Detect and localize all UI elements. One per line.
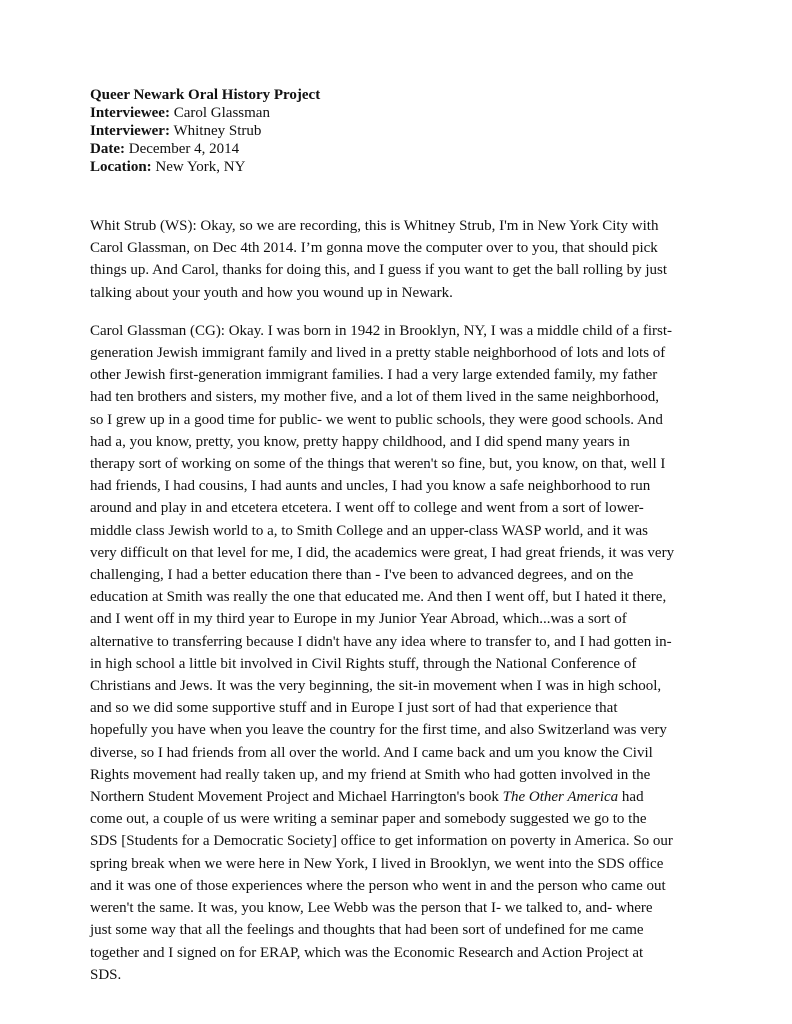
document-header: [90, 86, 710, 176]
location-row: [90, 158, 710, 176]
text-segment: had: [618, 789, 644, 806]
text-line: Carol Glassman, on Dec 4th 2014. I’m gonna move the computer over to you, that should pick: [90, 240, 658, 257]
text-line: around and play in and etcetera etcetera. I went off to college and went from a sort of lower-: [90, 500, 644, 517]
interviewer-value: Whitney Strub: [173, 123, 262, 139]
text-line: alternative to transferring because I didn't have any idea where to transfer to, and I had gotten in-: [90, 633, 672, 650]
text-line: Whit Strub (WS): Okay, so we are recording, this is Whitney Strub, I'm in New York City with: [90, 218, 659, 234]
text-line: had friends, I had cousins, I had aunts and uncles, I had you know a safe neighborhood to run: [90, 478, 651, 495]
interviewee-row: [90, 104, 710, 122]
text-line: Carol Glassman (CG): Okay. I was born in 1942 in Brooklyn, NY, I was a middle child of a first-: [90, 322, 672, 339]
text-line: talking about your youth and how you wound up in Newark.: [90, 284, 453, 301]
text-line: SDS.: [90, 966, 122, 983]
text-line: Rights movement had really taken up, and my friend at Smith who had gotten involved in the: [90, 766, 651, 783]
date-value: December 4, 2014: [128, 141, 240, 157]
interviewer-row: [90, 122, 710, 140]
text-line: generation Jewish immigrant family and lived in a pretty stable neighborhood of lots and lots of: [90, 345, 666, 362]
text-line: middle class Jewish world to a, to Smith College and an upper-class WASP world, and it was: [90, 522, 648, 539]
text-line: together and I signed on for ERAP, which was the Economic Research and Action Project at: [90, 944, 644, 961]
text-line: education at Smith was really the one that educated me. And then I went off, but I hated it there,: [90, 589, 667, 606]
text-line: spring break when we were here in New York, I lived in Brooklyn, we went into the SDS office: [90, 855, 664, 872]
text-line: other Jewish first-generation immigrant families. I had a very large extended family, my father: [90, 367, 658, 384]
date-label: Date:: [90, 141, 125, 157]
text-line: had ten brothers and sisters, my mother five, and a lot of them lived in the same neighborhood,: [90, 389, 660, 406]
interviewer-label: Interviewer:: [90, 123, 170, 139]
text-segment: Northern Student Movement Project and Michael Harrington's book: [90, 789, 503, 806]
text-line: hopefully you have when you leave the country for the first time, and also Switzerland was very: [90, 722, 667, 739]
text-line: so I grew up in a good time for public- we went to public schools, they were good schools. And: [90, 411, 663, 428]
book-title: The Other America: [502, 789, 619, 806]
paragraph-cg-response: [90, 320, 710, 986]
text-line: SDS [Students for a Democratic Society] office to get information on poverty in America. So our: [90, 833, 673, 850]
text-line: just some way that all the feelings and thoughts that had been sort of undefined for me came: [90, 922, 644, 939]
location-value: New York, NY: [155, 159, 246, 175]
text-line: and it was one of those experiences where the person who went in and the person who came out: [90, 877, 666, 894]
text-line: and I went off in my third year to Europe in my Junior Year Abroad, which...was a sort of: [90, 611, 627, 628]
text-line: had a, you know, pretty, you know, pretty happy childhood, and I did spend many years in: [90, 433, 630, 450]
text-line: things up. And Carol, thanks for doing this, and I guess if you want to get the ball rolling by just: [90, 262, 668, 279]
text-line: and so we did some supportive stuff and in Europe I just sort of had that experience that: [90, 700, 618, 717]
text-line: Christians and Jews. It was the very beginning, the sit-in movement when I was in high school,: [90, 678, 662, 695]
text-line: weren't the same. It was, you know, Lee Webb was the person that I- we talked to, and- where: [90, 900, 653, 917]
paragraph-ws-intro: [90, 215, 710, 304]
project-title: Queer Newark Oral History Project: [90, 87, 321, 103]
interviewee-label: Interviewee:: [90, 105, 170, 121]
text-line: diverse, so I had friends from all over the world. And I came back and um you know the Civil: [90, 744, 653, 761]
date-row: [90, 140, 710, 158]
text-line: therapy sort of working on some of the things that weren't so fine, but, you know, on that, well I: [90, 456, 666, 473]
text-line: challenging, I had a better education there than - I've been to advanced degrees, and on the: [90, 567, 634, 584]
text-line-with-book-title: [90, 786, 710, 808]
document-page: [90, 86, 710, 986]
text-line: very difficult on that level for me, I did, the academics were great, I had great friends, it was very: [90, 544, 675, 561]
location-label: Location:: [90, 159, 152, 175]
text-line: in high school a little bit involved in Civil Rights stuff, through the National Conference of: [90, 655, 637, 672]
interviewee-value: Carol Glassman: [173, 105, 270, 121]
text-line: come out, a couple of us were writing a seminar paper and somebody suggested we go to the: [90, 811, 647, 828]
